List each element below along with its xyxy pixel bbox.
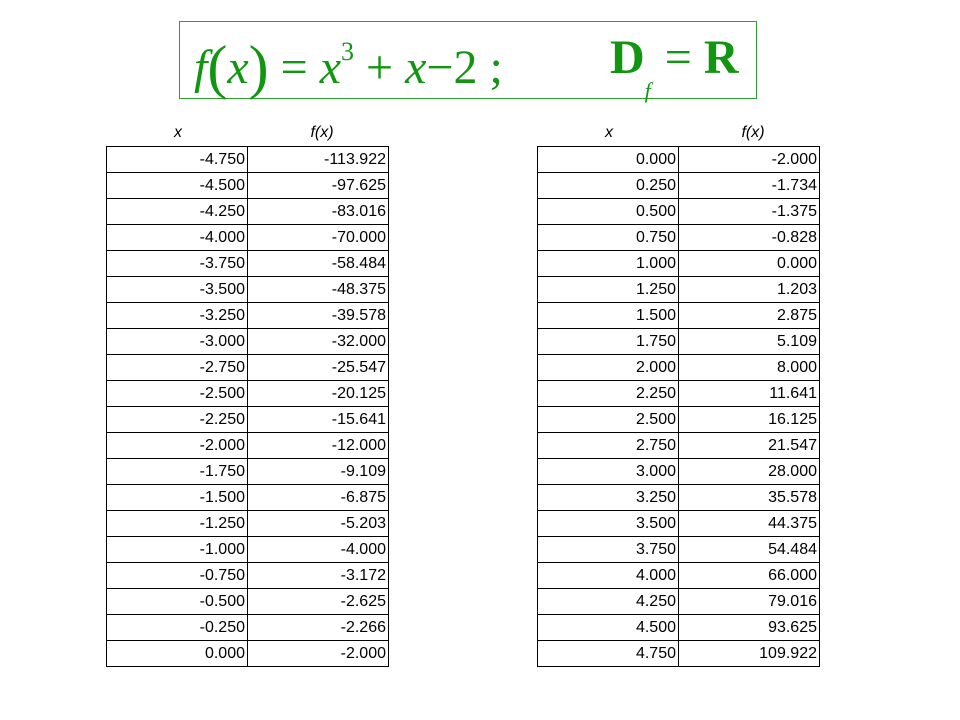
cubic-exponent: 3 — [341, 37, 355, 66]
x-value-cell: 3.750 — [538, 537, 679, 563]
table-row — [538, 303, 820, 329]
x-value-cell: -4.000 — [107, 225, 248, 251]
fx-value-cell: -32.000 — [248, 329, 389, 355]
fx-value-cell: 35.578 — [679, 485, 820, 511]
x-value-cell: 2.500 — [538, 407, 679, 433]
x-value-cell: 0.250 — [538, 173, 679, 199]
table-row — [538, 641, 820, 667]
fx-value-cell: 8.000 — [679, 355, 820, 381]
fx-value-cell: -83.016 — [248, 199, 389, 225]
domain-subscript: f — [644, 77, 651, 103]
x-value-cell: -2.750 — [107, 355, 248, 381]
fx-value-cell: -1.734 — [679, 173, 820, 199]
x-value-cell: 1.500 — [538, 303, 679, 329]
table-row — [538, 147, 820, 173]
column-header-x: x — [174, 124, 182, 141]
x-value-cell: 0.000 — [107, 641, 248, 667]
formula-title-box — [179, 21, 757, 103]
table-row — [538, 589, 820, 615]
column-header-fx: f(x) — [310, 124, 334, 141]
table-row — [538, 199, 820, 225]
fx-value-cell: -25.547 — [248, 355, 389, 381]
left-values-table — [106, 120, 394, 667]
x-value-cell: -1.500 — [107, 485, 248, 511]
x-value-cell: -2.500 — [107, 381, 248, 407]
x-value-cell: 2.750 — [538, 433, 679, 459]
table-row — [538, 381, 820, 407]
fx-value-cell: 54.484 — [679, 537, 820, 563]
equals-sign: = — [280, 41, 308, 94]
fx-value-cell: 21.547 — [679, 433, 820, 459]
table-row — [107, 251, 389, 277]
fx-value-cell: 79.016 — [679, 589, 820, 615]
close-paren: ) — [248, 34, 269, 100]
table-row — [107, 381, 389, 407]
left-table-grid — [106, 146, 389, 667]
table-row — [107, 563, 389, 589]
x-value-cell: -4.500 — [107, 173, 248, 199]
x-value-cell: -2.000 — [107, 433, 248, 459]
function-argument: x — [227, 41, 249, 94]
fx-value-cell: 28.000 — [679, 459, 820, 485]
table-row — [538, 459, 820, 485]
x-value-cell: -0.250 — [107, 615, 248, 641]
x-value-cell: 4.500 — [538, 615, 679, 641]
table-row — [107, 355, 389, 381]
fx-value-cell: 93.625 — [679, 615, 820, 641]
fx-value-cell: -113.922 — [248, 147, 389, 173]
domain-equals-sign: = — [664, 31, 692, 84]
table-row — [107, 173, 389, 199]
x-value-cell: 4.750 — [538, 641, 679, 667]
x-value-cell: 0.750 — [538, 225, 679, 251]
table-row — [538, 355, 820, 381]
fx-value-cell: 109.922 — [679, 641, 820, 667]
x-value-cell: -3.000 — [107, 329, 248, 355]
fx-value-cell: -39.578 — [248, 303, 389, 329]
right-table-grid — [537, 146, 820, 667]
x-value-cell: -0.750 — [107, 563, 248, 589]
fx-value-cell: 11.641 — [679, 381, 820, 407]
table-row — [107, 225, 389, 251]
table-row — [538, 225, 820, 251]
fx-value-cell: -12.000 — [248, 433, 389, 459]
open-paren: ( — [207, 34, 228, 100]
fx-value-cell: 44.375 — [679, 511, 820, 537]
fx-value-cell: 1.203 — [679, 277, 820, 303]
fx-value-cell: -2.266 — [248, 615, 389, 641]
table-row — [538, 433, 820, 459]
table-row — [107, 511, 389, 537]
fx-value-cell: 66.000 — [679, 563, 820, 589]
table-row — [107, 459, 389, 485]
table-row — [538, 407, 820, 433]
column-header-x: x — [605, 124, 613, 141]
fx-value-cell: -58.484 — [248, 251, 389, 277]
x-value-cell: 4.250 — [538, 589, 679, 615]
fx-value-cell: -6.875 — [248, 485, 389, 511]
table-row — [538, 173, 820, 199]
domain-symbol: D — [610, 31, 645, 84]
x-value-cell: -4.250 — [107, 199, 248, 225]
table-row — [107, 277, 389, 303]
table-row — [107, 589, 389, 615]
table-row — [538, 277, 820, 303]
x-value-cell: 0.000 — [538, 147, 679, 173]
fx-value-cell: -70.000 — [248, 225, 389, 251]
domain-statement — [610, 30, 739, 105]
fx-value-cell: -4.000 — [248, 537, 389, 563]
table-row — [107, 199, 389, 225]
fx-value-cell: 16.125 — [679, 407, 820, 433]
x-value-cell: 1.000 — [538, 251, 679, 277]
table-row — [107, 615, 389, 641]
fx-value-cell: -9.109 — [248, 459, 389, 485]
x-value-cell: -0.500 — [107, 589, 248, 615]
x-value-cell: -1.250 — [107, 511, 248, 537]
table-row — [107, 433, 389, 459]
table-row — [538, 251, 820, 277]
table-row — [107, 485, 389, 511]
linear-term: x — [405, 41, 427, 94]
semicolon: ; — [489, 41, 503, 94]
fx-value-cell: -5.203 — [248, 511, 389, 537]
fx-value-cell: -2.000 — [679, 147, 820, 173]
table-row — [538, 537, 820, 563]
right-values-table — [537, 120, 825, 667]
x-value-cell: -4.750 — [107, 147, 248, 173]
fx-value-cell: -0.828 — [679, 225, 820, 251]
x-value-cell: 3.000 — [538, 459, 679, 485]
table-row — [107, 329, 389, 355]
column-header-fx: f(x) — [741, 124, 765, 141]
fx-value-cell: -1.375 — [679, 199, 820, 225]
x-value-cell: 4.000 — [538, 563, 679, 589]
table-row — [107, 537, 389, 563]
table-row — [538, 563, 820, 589]
table-row — [107, 641, 389, 667]
fx-value-cell: -15.641 — [248, 407, 389, 433]
table-row — [107, 147, 389, 173]
x-value-cell: -3.250 — [107, 303, 248, 329]
x-value-cell: 3.500 — [538, 511, 679, 537]
x-value-cell: -3.750 — [107, 251, 248, 277]
fx-value-cell: -48.375 — [248, 277, 389, 303]
fx-value-cell: -2.000 — [248, 641, 389, 667]
table-row — [538, 329, 820, 355]
table-row — [538, 485, 820, 511]
fx-value-cell: 5.109 — [679, 329, 820, 355]
fx-value-cell: -97.625 — [248, 173, 389, 199]
x-value-cell: -2.250 — [107, 407, 248, 433]
real-numbers-symbol: R — [703, 31, 739, 84]
x-value-cell: 2.000 — [538, 355, 679, 381]
x-value-cell: 1.250 — [538, 277, 679, 303]
x-value-cell: 0.500 — [538, 199, 679, 225]
x-value-cell: -1.750 — [107, 459, 248, 485]
left-table-header — [106, 120, 394, 146]
right-table-header — [537, 120, 825, 146]
constant-term: 2 — [453, 41, 478, 94]
fx-value-cell: -2.625 — [248, 589, 389, 615]
cubic-term-base: x — [319, 41, 342, 94]
x-value-cell: -3.500 — [107, 277, 248, 303]
x-value-cell: 3.250 — [538, 485, 679, 511]
table-row — [538, 615, 820, 641]
plus-sign: + — [366, 41, 394, 94]
x-value-cell: 2.250 — [538, 381, 679, 407]
minus-sign: − — [426, 41, 454, 94]
table-row — [107, 407, 389, 433]
table-row — [107, 303, 389, 329]
x-value-cell: 1.750 — [538, 329, 679, 355]
x-value-cell: -1.000 — [107, 537, 248, 563]
fx-value-cell: -3.172 — [248, 563, 389, 589]
function-name: f — [194, 41, 208, 94]
function-definition — [194, 30, 503, 100]
fx-value-cell: -20.125 — [248, 381, 389, 407]
table-row — [538, 511, 820, 537]
fx-value-cell: 0.000 — [679, 251, 820, 277]
fx-value-cell: 2.875 — [679, 303, 820, 329]
